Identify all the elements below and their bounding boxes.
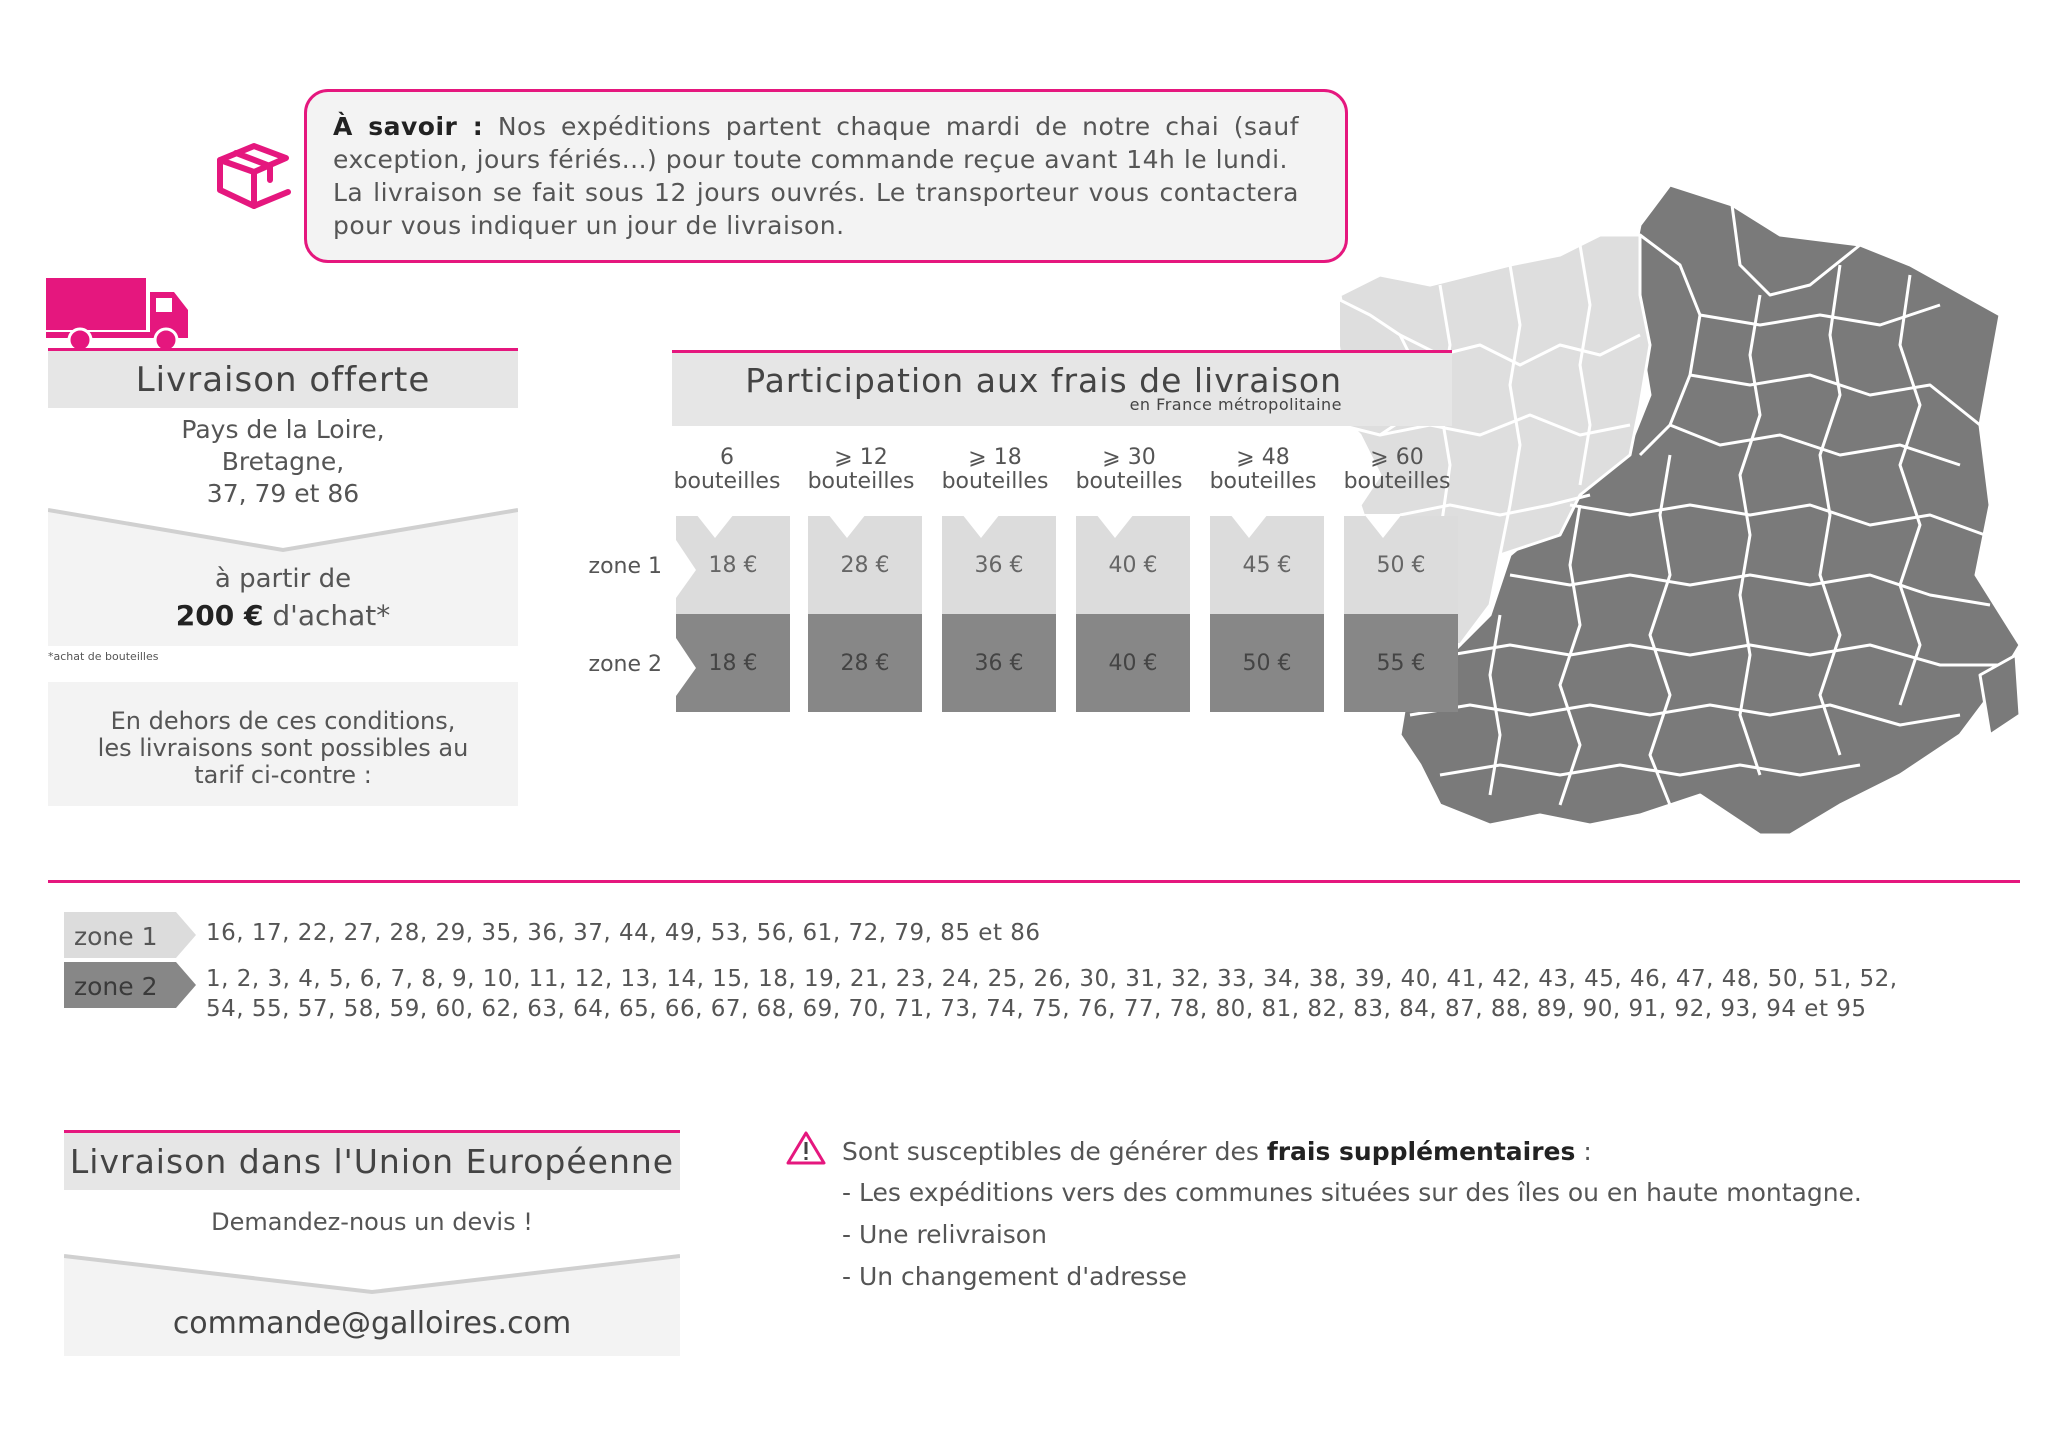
free-delivery-threshold: à partir de 200 € d'achat* [175,564,391,632]
tariffs-title: Participation aux frais de livraison [745,361,1342,400]
notice-lead: À savoir : [333,112,484,141]
fee-item: - Les expéditions vers des communes situées sur des îles ou en haute montagne. [842,1178,1862,1207]
eu-quote: Demandez-nous un devis ! [211,1208,533,1236]
zone1-departments: 16, 17, 22, 27, 28, 29, 35, 36, 37, 44, 49, 53, 56, 61, 72, 79, 85 et 86 [206,920,1041,946]
price-cell: 40 € [1076,614,1190,712]
price-cell: 36 € [942,614,1056,712]
free-delivery-title: Livraison offerte [48,348,518,408]
price-cell: 50 € [1210,614,1324,712]
extra-fees: Sont susceptibles de générer des frais supplémentaires : - Les expéditions vers des communes situées sur des îles ou en haute montagne. - Une relivraison - Un changement d'adresse [842,1132,1862,1298]
row-label-zone2: zone 2 [588,652,662,677]
col-head-1: 6 bouteilles [673,445,781,494]
eu-title: Livraison dans l'Union Européenne [64,1130,680,1190]
price-cell: 18 € [676,614,790,712]
price-cell: 28 € [808,516,922,614]
zone2-tag: zone 2 [74,971,158,1001]
package-icon [214,140,294,212]
section-divider [48,880,2020,883]
eu-email[interactable]: commande@galloires.com [172,1306,572,1341]
price-cell: 36 € [942,516,1056,614]
col-head-2: ⩾ 12 bouteilles [807,445,915,494]
table-notches [670,514,1460,724]
notice-line1: Nos expéditions partent chaque mardi de notre chai (sauf exception, jours fériés...) pour toute commande reçue avant 14h le lundi. [333,112,1300,174]
zone2-departments: 1, 2, 3, 4, 5, 6, 7, 8, 9, 10, 11, 12, 13, 14, 15, 18, 19, 21, 23, 24, 25, 26, 30, 31, 32, 33, 34, 38, 39, 40, 41, 42, 43, 45, 46, 47, 48, 50, 51, 52, 54, 55, 57, 58, 59, 60, 62, 63, 64, 65, 66, 67, 68, 69, 70, 71, 73, 74, 75, 76, 77, 78, 80, 81, 82, 83, 84, 87, 88, 89, 90, 91, 92, 93, 94 et 95 [206,966,1898,1022]
truck-icon [46,278,192,352]
price-cell: 40 € [1076,516,1190,614]
col-head-4: ⩾ 30 bouteilles [1075,445,1183,494]
otherwise-box: En dehors de ces conditions, les livraisons sont possibles au tarif ci-contre : [48,682,518,806]
col-head-5: ⩾ 48 bouteilles [1209,445,1317,494]
price-cell: 55 € [1344,614,1458,712]
price-cell: 45 € [1210,516,1324,614]
footnote: *achat de bouteilles [48,650,159,663]
tariffs-header [672,350,1452,426]
zone1-tag: zone 1 [74,921,158,951]
col-head-6: ⩾ 60 bouteilles [1343,445,1451,494]
fee-item: - Une relivraison [842,1220,1047,1249]
row-label-zone1: zone 1 [588,554,662,579]
shipping-notice [304,89,1348,263]
free-delivery-regions: Pays de la Loire, Bretagne, 37, 79 et 86 [181,415,385,508]
fee-item: - Un changement d'adresse [842,1262,1187,1291]
price-cell: 50 € [1344,516,1458,614]
warning-icon [786,1130,826,1166]
tariffs-subtitle: en France métropolitaine [1129,395,1342,414]
price-cell: 18 € [676,516,790,614]
price-cell: 28 € [808,614,922,712]
notice-line2: La livraison se fait sous 12 jours ouvrés. Le transporteur vous contactera pour vous indiquer un jour de livraison. [333,178,1299,240]
col-head-3: ⩾ 18 bouteilles [941,445,1049,494]
